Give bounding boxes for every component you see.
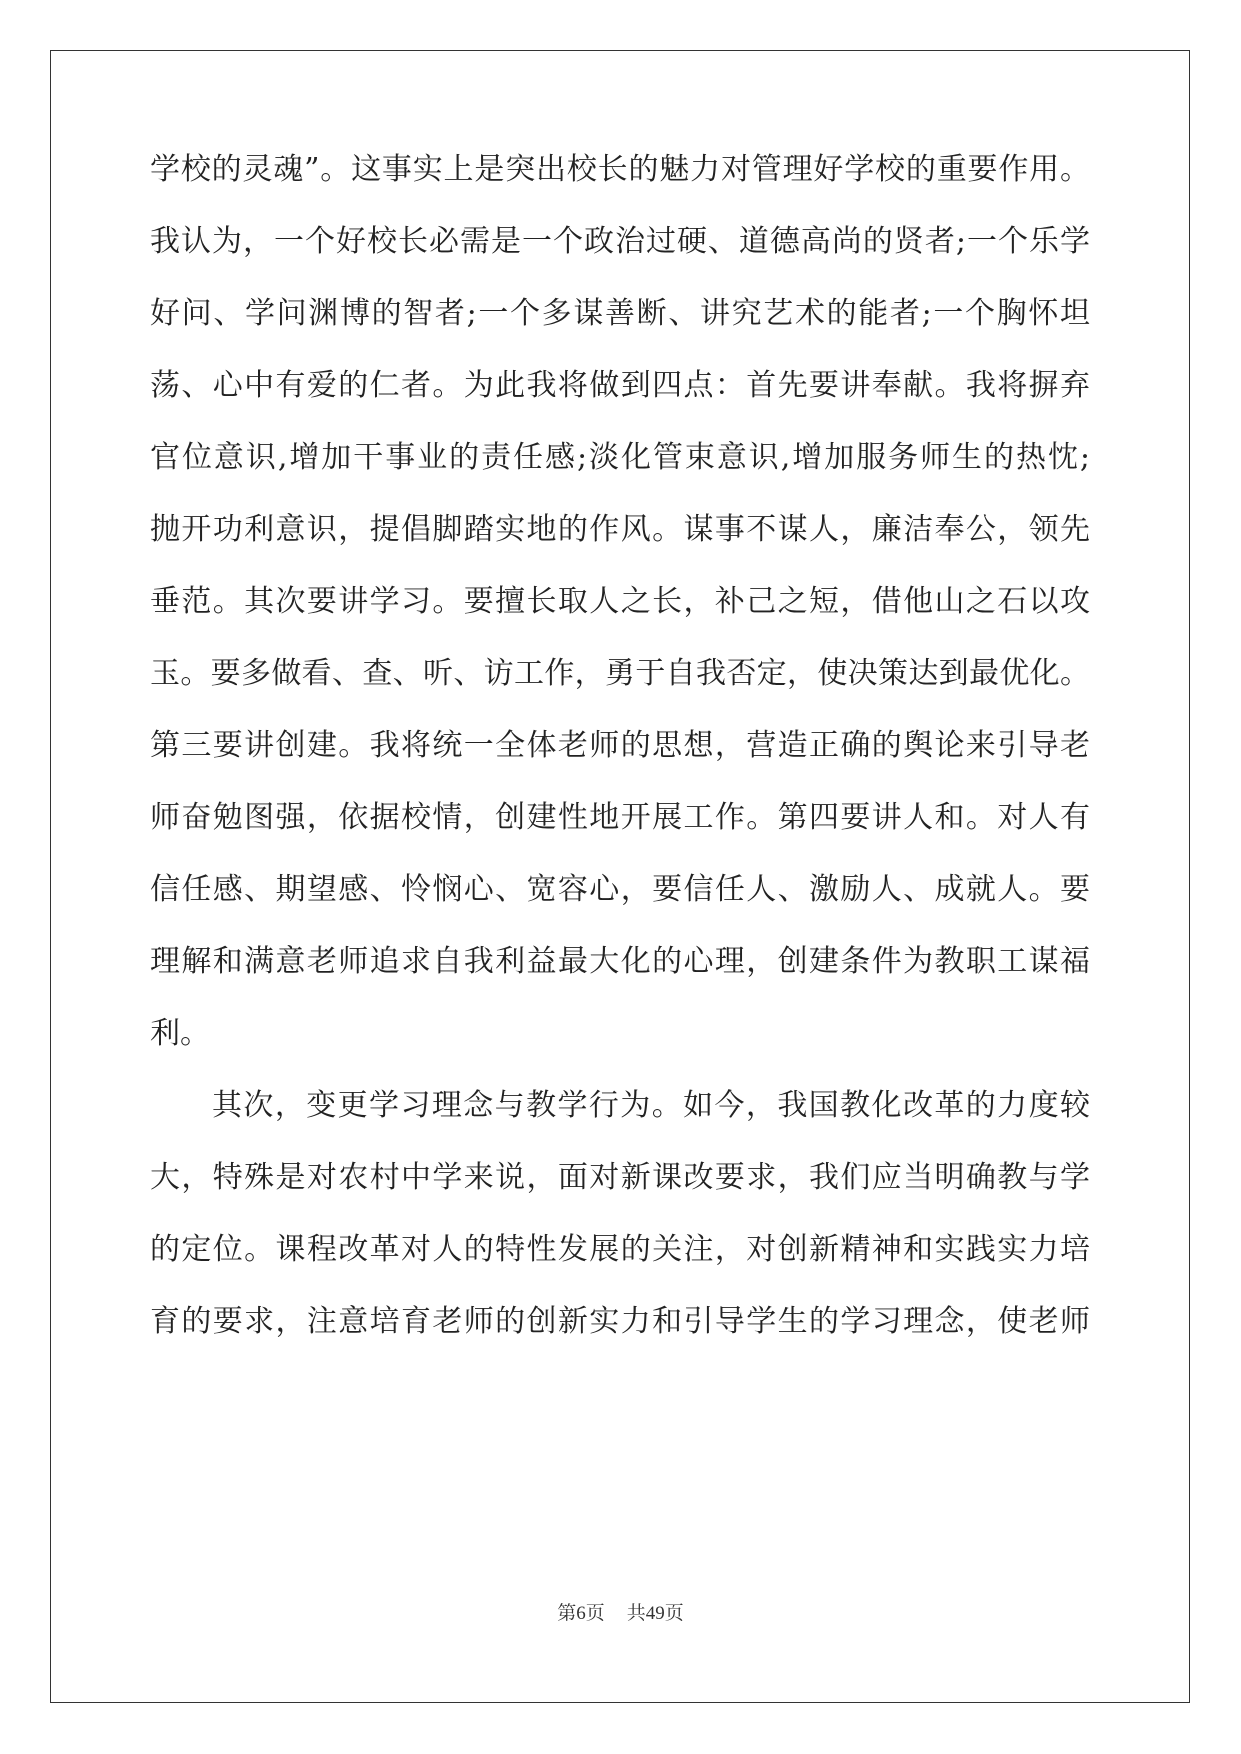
paragraph-line: 官位意识,增加干事业的责任感;淡化管束意识,增加服务师生的热忱; [150, 440, 1090, 475]
paragraph-line: 荡、心中有爱的仁者。为此我将做到四点：首先要讲奉献。我将摒弃 [150, 368, 1090, 403]
total-pages: 共49页 [626, 1603, 684, 1624]
paragraph-line: 玉。要多做看、查、听、访工作，勇于自我否定，使决策达到最优化。 [150, 656, 1090, 691]
paragraph-line: 信任感、期望感、怜悯心、宽容心，要信任人、激励人、成就人。要 [150, 872, 1090, 907]
paragraph-line: 师奋勉图强，依据校情，创建性地开展工作。第四要讲人和。对人有 [150, 800, 1090, 835]
paragraph-line: 其次，变更学习理念与教学行为。如今，我国教化改革的力度较 [212, 1088, 1090, 1123]
paragraph-line: 学校的灵魂”。这事实上是突出校长的魅力对管理好学校的重要作用。 [150, 152, 1090, 187]
paragraph-line: 我认为，一个好校长必需是一个政治过硬、道德高尚的贤者;一个乐学 [150, 224, 1090, 259]
paragraph-line: 利。 [150, 1016, 210, 1051]
paragraph-line: 垂范。其次要讲学习。要擅长取人之长，补己之短，借他山之石以攻 [150, 584, 1090, 619]
paragraph-line: 育的要求，注意培育老师的创新实力和引导学生的学习理念，使老师 [150, 1304, 1090, 1339]
paragraph-line: 的定位。课程改革对人的特性发展的关注，对创新精神和实践实力培 [150, 1232, 1090, 1267]
paragraph-line: 大，特殊是对农村中学来说，面对新课改要求，我们应当明确教与学 [150, 1160, 1090, 1195]
paragraph-line: 好问、学问渊博的智者;一个多谋善断、讲究艺术的能者;一个胸怀坦 [150, 296, 1090, 331]
page-number: 第6页 [557, 1603, 605, 1624]
paragraph-line: 理解和满意老师追求自我利益最大化的心理，创建条件为教职工谋福 [150, 944, 1090, 979]
page-footer [0, 1602, 1241, 1626]
paragraph-line: 抛开功利意识，提倡脚踏实地的作风。谋事不谋人，廉洁奉公，领先 [150, 512, 1090, 547]
paragraph-line: 第三要讲创建。我将统一全体老师的思想，营造正确的舆论来引导老 [150, 728, 1090, 763]
